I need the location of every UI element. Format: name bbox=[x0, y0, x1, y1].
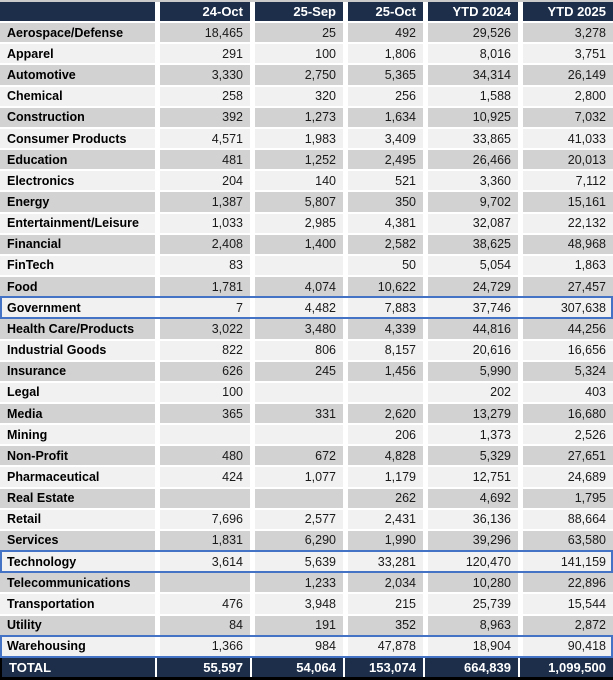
table-row bbox=[0, 319, 613, 338]
row-value: 10,622 bbox=[348, 277, 423, 296]
total-value-ytd-2025: 1,099,500 bbox=[518, 658, 613, 677]
row-label: Mining bbox=[0, 425, 155, 444]
row-value: 806 bbox=[255, 341, 343, 360]
row-value: 18,465 bbox=[160, 23, 250, 42]
row-value: 16,656 bbox=[523, 341, 613, 360]
row-value: 1,179 bbox=[348, 467, 423, 486]
total-value-25-sep: 54,064 bbox=[250, 658, 343, 677]
row-value: 2,872 bbox=[523, 616, 613, 635]
row-label: Telecommunications bbox=[0, 573, 155, 592]
total-row-label: TOTAL bbox=[2, 658, 155, 677]
table-header-row bbox=[0, 2, 613, 21]
table-row bbox=[0, 467, 613, 486]
row-value: 41,033 bbox=[523, 129, 613, 148]
row-value: 3,480 bbox=[255, 319, 343, 338]
row-value: 8,963 bbox=[428, 616, 518, 635]
row-value: 33,865 bbox=[428, 129, 518, 148]
row-label: Technology bbox=[0, 552, 155, 571]
row-value: 1,806 bbox=[348, 44, 423, 63]
row-value: 672 bbox=[255, 446, 343, 465]
row-label: Media bbox=[0, 404, 155, 423]
row-value: 1,795 bbox=[523, 489, 613, 508]
row-value: 48,968 bbox=[523, 235, 613, 254]
row-value: 1,033 bbox=[160, 214, 250, 233]
row-value: 984 bbox=[255, 637, 343, 656]
row-label: Warehousing bbox=[0, 637, 155, 656]
row-value: 5,990 bbox=[428, 362, 518, 381]
row-value: 1,233 bbox=[255, 573, 343, 592]
row-value: 206 bbox=[348, 425, 423, 444]
row-value: 258 bbox=[160, 87, 250, 106]
row-value: 403 bbox=[523, 383, 613, 402]
row-value: 20,013 bbox=[523, 150, 613, 169]
row-value: 320 bbox=[255, 87, 343, 106]
table-row bbox=[0, 616, 613, 635]
row-value: 1,077 bbox=[255, 467, 343, 486]
row-value: 15,544 bbox=[523, 594, 613, 613]
row-value: 3,409 bbox=[348, 129, 423, 148]
table-row-highlighted bbox=[0, 298, 613, 317]
row-value: 492 bbox=[348, 23, 423, 42]
row-value: 2,431 bbox=[348, 510, 423, 529]
row-value: 10,925 bbox=[428, 108, 518, 127]
row-value: 481 bbox=[160, 150, 250, 169]
header-cell-24-oct: 24-Oct bbox=[160, 2, 250, 21]
table-row bbox=[0, 65, 613, 84]
row-value: 5,365 bbox=[348, 65, 423, 84]
row-value: 1,252 bbox=[255, 150, 343, 169]
row-value: 352 bbox=[348, 616, 423, 635]
row-label: Transportation bbox=[0, 594, 155, 613]
row-value: 27,457 bbox=[523, 277, 613, 296]
row-value: 2,408 bbox=[160, 235, 250, 254]
row-value: 1,634 bbox=[348, 108, 423, 127]
row-value: 7,112 bbox=[523, 171, 613, 190]
row-value bbox=[255, 425, 343, 444]
row-value: 262 bbox=[348, 489, 423, 508]
row-value bbox=[255, 489, 343, 508]
row-label: Legal bbox=[0, 383, 155, 402]
table-row bbox=[0, 108, 613, 127]
row-value: 331 bbox=[255, 404, 343, 423]
header-cell-ytd-2025: YTD 2025 bbox=[523, 2, 613, 21]
row-value: 1,456 bbox=[348, 362, 423, 381]
row-value: 120,470 bbox=[428, 552, 518, 571]
row-value: 2,034 bbox=[348, 573, 423, 592]
row-value bbox=[255, 383, 343, 402]
row-value: 22,132 bbox=[523, 214, 613, 233]
row-value: 7,696 bbox=[160, 510, 250, 529]
table-row bbox=[0, 277, 613, 296]
row-value: 1,588 bbox=[428, 87, 518, 106]
row-value: 3,278 bbox=[523, 23, 613, 42]
row-label: Education bbox=[0, 150, 155, 169]
row-value: 88,664 bbox=[523, 510, 613, 529]
row-value: 4,381 bbox=[348, 214, 423, 233]
row-value: 350 bbox=[348, 192, 423, 211]
row-value: 3,614 bbox=[160, 552, 250, 571]
row-value: 365 bbox=[160, 404, 250, 423]
row-label: Entertainment/Leisure bbox=[0, 214, 155, 233]
row-value: 8,016 bbox=[428, 44, 518, 63]
row-value: 33,281 bbox=[348, 552, 423, 571]
row-value: 4,828 bbox=[348, 446, 423, 465]
row-value bbox=[160, 489, 250, 508]
row-value: 7,883 bbox=[348, 298, 423, 317]
row-value: 6,290 bbox=[255, 531, 343, 550]
row-label: Retail bbox=[0, 510, 155, 529]
table-row bbox=[0, 362, 613, 381]
row-value: 9,702 bbox=[428, 192, 518, 211]
table-row bbox=[0, 150, 613, 169]
table-row bbox=[0, 192, 613, 211]
row-value: 245 bbox=[255, 362, 343, 381]
row-value: 2,526 bbox=[523, 425, 613, 444]
row-value: 2,495 bbox=[348, 150, 423, 169]
header-cell-ytd-2024: YTD 2024 bbox=[428, 2, 518, 21]
table-row bbox=[0, 129, 613, 148]
table-row bbox=[0, 44, 613, 63]
row-value: 4,074 bbox=[255, 277, 343, 296]
row-value: 140 bbox=[255, 171, 343, 190]
row-value: 5,807 bbox=[255, 192, 343, 211]
total-row bbox=[0, 658, 613, 677]
row-value: 1,400 bbox=[255, 235, 343, 254]
row-value: 27,651 bbox=[523, 446, 613, 465]
row-value: 3,751 bbox=[523, 44, 613, 63]
row-value: 10,280 bbox=[428, 573, 518, 592]
row-value: 8,157 bbox=[348, 341, 423, 360]
row-value: 424 bbox=[160, 467, 250, 486]
row-value: 16,680 bbox=[523, 404, 613, 423]
row-value: 1,983 bbox=[255, 129, 343, 148]
row-label: Insurance bbox=[0, 362, 155, 381]
row-value: 29,526 bbox=[428, 23, 518, 42]
row-value bbox=[255, 256, 343, 275]
row-label: Services bbox=[0, 531, 155, 550]
table-row bbox=[0, 489, 613, 508]
row-value: 1,990 bbox=[348, 531, 423, 550]
row-value: 5,639 bbox=[255, 552, 343, 571]
row-label: Utility bbox=[0, 616, 155, 635]
row-value: 100 bbox=[160, 383, 250, 402]
table-row bbox=[0, 383, 613, 402]
row-label: FinTech bbox=[0, 256, 155, 275]
row-label: Electronics bbox=[0, 171, 155, 190]
table-row-highlighted bbox=[0, 637, 613, 656]
table-row bbox=[0, 594, 613, 613]
row-label: Industrial Goods bbox=[0, 341, 155, 360]
table-row bbox=[0, 404, 613, 423]
row-value: 24,729 bbox=[428, 277, 518, 296]
header-cell-25-oct: 25-Oct bbox=[348, 2, 423, 21]
row-value: 3,948 bbox=[255, 594, 343, 613]
table-row bbox=[0, 214, 613, 233]
row-value: 38,625 bbox=[428, 235, 518, 254]
row-value: 2,985 bbox=[255, 214, 343, 233]
row-value: 476 bbox=[160, 594, 250, 613]
row-value: 3,360 bbox=[428, 171, 518, 190]
row-value: 44,256 bbox=[523, 319, 613, 338]
table-row bbox=[0, 341, 613, 360]
row-value: 1,863 bbox=[523, 256, 613, 275]
row-value: 307,638 bbox=[523, 298, 613, 317]
row-value: 204 bbox=[160, 171, 250, 190]
row-value: 83 bbox=[160, 256, 250, 275]
row-value: 2,620 bbox=[348, 404, 423, 423]
row-value: 39,296 bbox=[428, 531, 518, 550]
row-value: 4,692 bbox=[428, 489, 518, 508]
row-value: 2,582 bbox=[348, 235, 423, 254]
header-cell-industry bbox=[0, 2, 155, 21]
row-value: 24,689 bbox=[523, 467, 613, 486]
total-value-25-oct: 153,074 bbox=[343, 658, 423, 677]
row-value: 36,136 bbox=[428, 510, 518, 529]
row-value: 5,054 bbox=[428, 256, 518, 275]
row-value: 1,273 bbox=[255, 108, 343, 127]
row-label: Automotive bbox=[0, 65, 155, 84]
row-value: 626 bbox=[160, 362, 250, 381]
row-value: 3,330 bbox=[160, 65, 250, 84]
row-label: Apparel bbox=[0, 44, 155, 63]
table-row bbox=[0, 171, 613, 190]
row-value: 26,149 bbox=[523, 65, 613, 84]
row-value: 20,616 bbox=[428, 341, 518, 360]
row-label: Pharmaceutical bbox=[0, 467, 155, 486]
row-value: 3,022 bbox=[160, 319, 250, 338]
row-label: Chemical bbox=[0, 87, 155, 106]
row-value: 100 bbox=[255, 44, 343, 63]
row-label: Non-Profit bbox=[0, 446, 155, 465]
row-value: 25 bbox=[255, 23, 343, 42]
row-value: 256 bbox=[348, 87, 423, 106]
row-value: 26,466 bbox=[428, 150, 518, 169]
row-value: 50 bbox=[348, 256, 423, 275]
row-value: 2,577 bbox=[255, 510, 343, 529]
table-row bbox=[0, 510, 613, 529]
table-row-highlighted bbox=[0, 552, 613, 571]
row-label: Consumer Products bbox=[0, 129, 155, 148]
row-value: 1,373 bbox=[428, 425, 518, 444]
row-label: Construction bbox=[0, 108, 155, 127]
row-label: Real Estate bbox=[0, 489, 155, 508]
row-label: Government bbox=[0, 298, 155, 317]
row-value: 2,800 bbox=[523, 87, 613, 106]
table-row bbox=[0, 531, 613, 550]
row-value: 7,032 bbox=[523, 108, 613, 127]
row-value: 44,816 bbox=[428, 319, 518, 338]
row-value: 7 bbox=[160, 298, 250, 317]
row-value: 4,339 bbox=[348, 319, 423, 338]
row-value: 4,482 bbox=[255, 298, 343, 317]
row-value: 1,831 bbox=[160, 531, 250, 550]
row-value: 291 bbox=[160, 44, 250, 63]
row-value: 4,571 bbox=[160, 129, 250, 148]
row-value: 63,580 bbox=[523, 531, 613, 550]
row-value: 822 bbox=[160, 341, 250, 360]
row-value: 1,781 bbox=[160, 277, 250, 296]
row-value: 202 bbox=[428, 383, 518, 402]
row-label: Food bbox=[0, 277, 155, 296]
row-value: 480 bbox=[160, 446, 250, 465]
row-value: 521 bbox=[348, 171, 423, 190]
row-value: 18,904 bbox=[428, 637, 518, 656]
table-row bbox=[0, 23, 613, 42]
row-value: 191 bbox=[255, 616, 343, 635]
row-label: Aerospace/Defense bbox=[0, 23, 155, 42]
table-row bbox=[0, 256, 613, 275]
row-label: Energy bbox=[0, 192, 155, 211]
row-value: 1,366 bbox=[160, 637, 250, 656]
row-value: 215 bbox=[348, 594, 423, 613]
row-label: Financial bbox=[0, 235, 155, 254]
row-value: 5,329 bbox=[428, 446, 518, 465]
row-value: 15,161 bbox=[523, 192, 613, 211]
row-value: 1,387 bbox=[160, 192, 250, 211]
row-value: 392 bbox=[160, 108, 250, 127]
row-value bbox=[348, 383, 423, 402]
table-row bbox=[0, 87, 613, 106]
table-row bbox=[0, 425, 613, 444]
total-value-24-oct: 55,597 bbox=[155, 658, 250, 677]
row-value: 12,751 bbox=[428, 467, 518, 486]
row-value: 84 bbox=[160, 616, 250, 635]
row-value: 141,159 bbox=[523, 552, 613, 571]
table-row bbox=[0, 446, 613, 465]
row-value: 47,878 bbox=[348, 637, 423, 656]
row-value: 25,739 bbox=[428, 594, 518, 613]
table-row bbox=[0, 573, 613, 592]
row-value: 13,279 bbox=[428, 404, 518, 423]
total-value-ytd-2024: 664,839 bbox=[423, 658, 518, 677]
row-value: 22,896 bbox=[523, 573, 613, 592]
row-value bbox=[160, 425, 250, 444]
row-value: 37,746 bbox=[428, 298, 518, 317]
row-value: 32,087 bbox=[428, 214, 518, 233]
table-row bbox=[0, 235, 613, 254]
row-value: 5,324 bbox=[523, 362, 613, 381]
row-value: 90,418 bbox=[523, 637, 613, 656]
header-cell-25-sep: 25-Sep bbox=[255, 2, 343, 21]
row-value bbox=[160, 573, 250, 592]
row-value: 34,314 bbox=[428, 65, 518, 84]
row-value: 2,750 bbox=[255, 65, 343, 84]
row-label: Health Care/Products bbox=[0, 319, 155, 338]
